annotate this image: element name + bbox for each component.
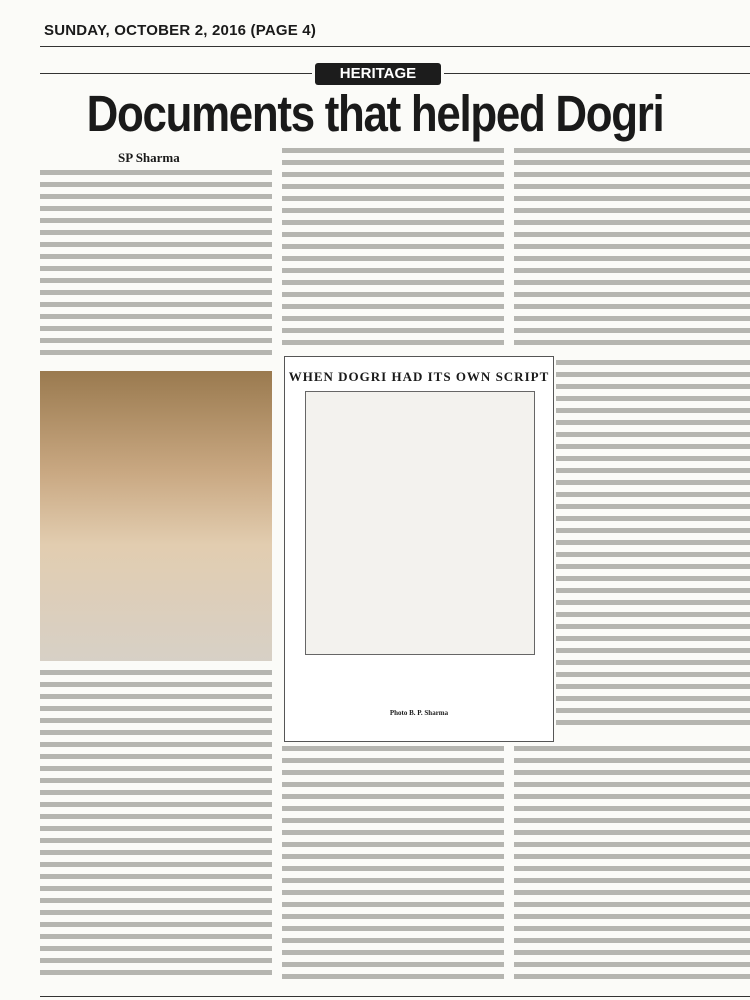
dateline: SUNDAY, OCTOBER 2, 2016 (PAGE 4) bbox=[44, 22, 317, 39]
photo-credit: Photo B. P. Sharma bbox=[389, 709, 449, 717]
top-rule bbox=[40, 46, 750, 47]
dogri-script-document bbox=[305, 391, 535, 655]
kicker-rule-left bbox=[40, 73, 312, 74]
body-column-2 bbox=[282, 148, 504, 353]
body-column-1-continued bbox=[40, 670, 272, 990]
body-column-2-continued bbox=[282, 746, 504, 990]
script-figure bbox=[284, 356, 554, 742]
body-column-3-continued bbox=[514, 746, 750, 990]
body-column-1 bbox=[40, 170, 272, 360]
byline: SP Sharma bbox=[118, 150, 180, 165]
body-column-3-beside-figure bbox=[556, 360, 750, 740]
figure-title: WHEN DOGRI HAD ITS OWN SCRIPT bbox=[288, 369, 550, 384]
bottom-rule bbox=[40, 996, 750, 997]
kicker-rule-right bbox=[444, 73, 750, 74]
headline: Documents that helped Dogri bbox=[86, 85, 664, 142]
portrait-photo bbox=[40, 371, 272, 661]
section-kicker: HERITAGE bbox=[315, 63, 441, 85]
body-column-3 bbox=[514, 148, 750, 353]
